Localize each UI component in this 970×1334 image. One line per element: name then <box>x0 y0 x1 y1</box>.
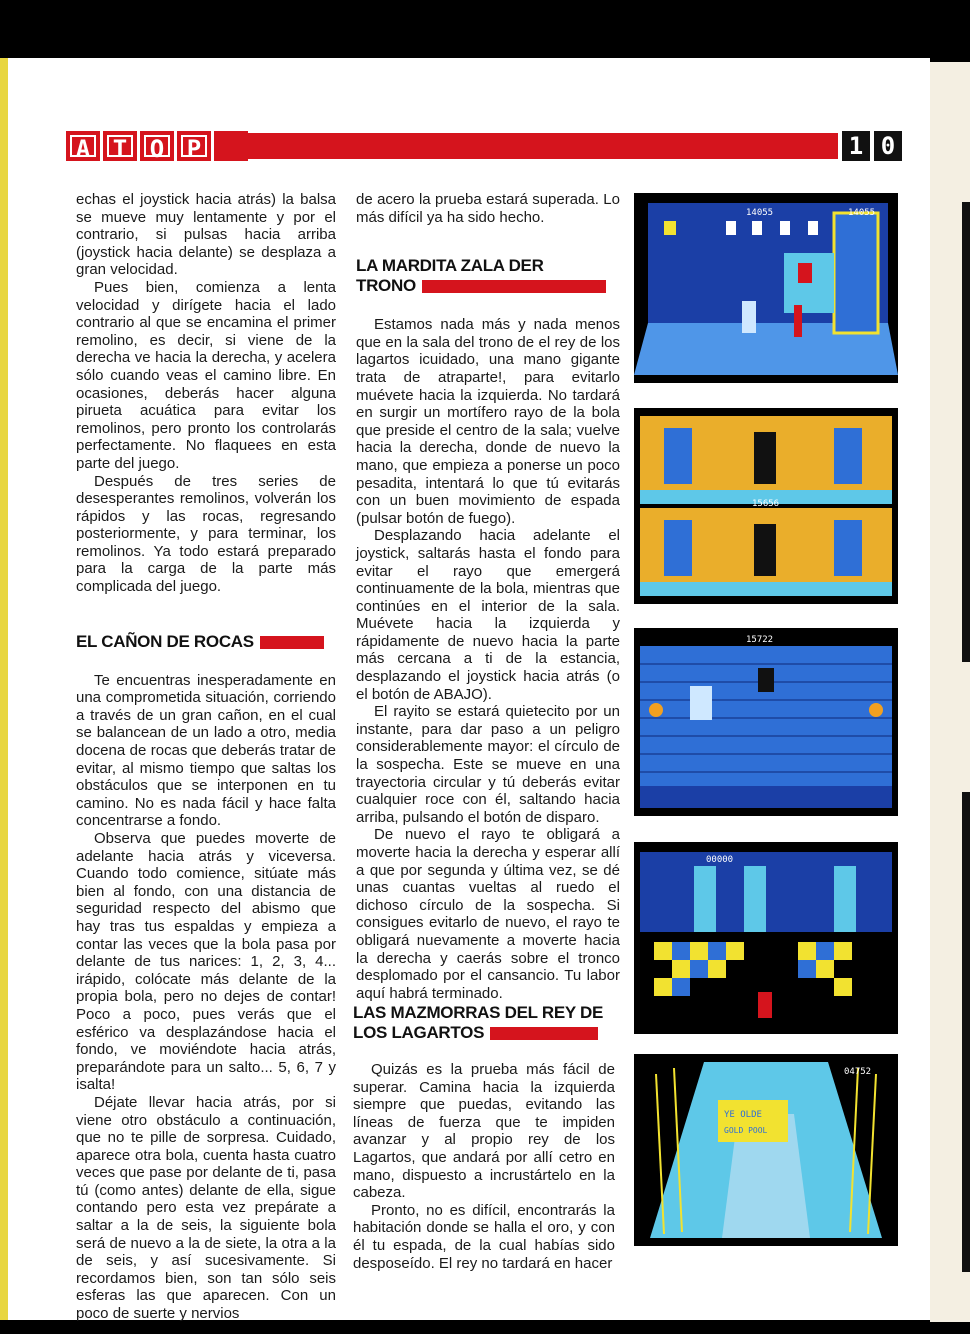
paragraph: de acero la prueba estará superada. Lo más difícil ya ha sido hecho. <box>356 191 620 226</box>
paragraph: De nuevo el rayo te obligará a moverte hacia la derecha y esperar allí a que por segunda y última vez, se dé unas cuantas vueltas al ruedo el dichoso círculo de la sospecha. Si consigues evitarlo de nuevo, el rayo te obligará nuevamente a moverte hacia la derecha y caerás sobre el tronco desplomado por el cansancio. Tu labor aquí habrá terminado. <box>356 826 620 1002</box>
text-column-2 <box>356 191 620 1002</box>
paragraph: Pronto, no es difícil, encontrarás la habitación donde se halla el oro, y con él tu espada, de la cual habías sido desposeído. El rey no tardará en hacer <box>353 1201 615 1272</box>
paragraph: Desplazando hacia adelante el joystick, saltarás hasta el fondo para evitar el rayo que emergerá continuamente de la bola, mientras que continúes en el interior de la sala. Muévete hacia la izquierda y rápidamente de nuevo hacia la parte más cercana a ti de la estancia, desplazando el joystick hacia atrás (o el botón de ABAJO). <box>356 527 620 703</box>
game-screenshot-checker-floor <box>634 842 898 1034</box>
section-heading <box>353 1003 615 1043</box>
paragraph: Quizás es la prueba más fácil de superar. Camina hacia la izquierda siempre que puedas, evitando las líneas de fuerza que te impiden avanzar y al propio rey de los Lagartos, que andará por allí cetro en mano, dispuesto a incrustártelo en la cabeza. <box>353 1061 615 1202</box>
paragraph: El rayito se estará quietecito por un instante, para dar paso a un peligro considerablemente mayor: el círculo de la sospecha. Este se mueve en una trayectoria circular y tú deberás evitar cualquier roce con él, saltando hacia arriba, pulsando el botón de disparo. <box>356 703 620 826</box>
score-readout: 15656 <box>752 499 780 509</box>
sign-text: GOLD POOL <box>724 1126 768 1135</box>
header-red-bar <box>218 133 838 159</box>
adjacent-page-edge <box>930 62 970 1322</box>
adjacent-page-dark-strip <box>962 792 970 1272</box>
section-header <box>66 131 902 161</box>
adjacent-page-dark-strip <box>962 202 970 662</box>
section-heading <box>356 256 620 296</box>
score-readout: 00000 <box>706 855 734 865</box>
game-screenshot-throne-room <box>634 193 898 383</box>
paragraph: Te encuentras inesperadamente en una comprometida situación, corriendo a través de un gran cañon, en el cual se balancean de un lado a otro, media docena de rocas que deberás tratar de evitar, al mismo tiempo que saltas los obstáculos que se interponen en tu camino. No es nada fácil y hace falta concentrarse a fondo. <box>76 671 336 830</box>
logo-letter: O <box>140 131 174 161</box>
game-screenshot-brick-hall <box>634 628 898 816</box>
score-readout: 14055 <box>848 208 876 218</box>
logo-letter: T <box>103 131 137 161</box>
paragraph: echas el joystick hacia atrás) la balsa se mueve muy lentamente y por el contrario, si pulsas hacia arriba (joystick hacia delante) se desplaza a gran velocidad. <box>76 191 336 279</box>
heading-red-bar <box>422 280 606 293</box>
game-screenshot-gold-pool <box>634 1054 898 1246</box>
section-heading-text: TRONO <box>356 276 416 296</box>
section-heading <box>76 632 336 652</box>
paragraph: Después de tres series de desesperantes remolinos, volverán los rápidos y las rocas, regresando posteriormente, y para terminar, los remolinos. Ya todo estará preparado para la carga de la parte más complicada del juego. <box>76 472 336 596</box>
paragraph: Pues bien, comienza a lenta velocidad y dirígete hacia el lado contrario al que se encamina el primer remolino, es decir, si viene de la derecha ve hacia la derecha, y acelera sólo cuando veas el camino libre. En ocasiones, deberás hacer alguna pirueta acuática para evitar los remolinos, pero pronto los controlarás perfectamente. No flaquees en esta parte del juego. <box>76 278 336 472</box>
page-digit: 1 <box>842 131 870 161</box>
section-heading-text: EL CAÑON DE ROCAS <box>76 631 254 651</box>
text-column-2-bottom <box>353 1003 615 1272</box>
page-number <box>842 131 902 161</box>
page-digit: 0 <box>874 131 902 161</box>
score-readout: 15722 <box>746 635 774 645</box>
heading-red-bar <box>260 636 324 649</box>
section-heading-text: LAS MAZMORRAS DEL REY DE <box>353 1003 604 1022</box>
section-heading-text: LA MARDITA ZALA DER <box>356 256 544 276</box>
paragraph: Déjate llevar hacia atrás, por si viene otro obstáculo a continuación, que no te pille de sorpresa. Cuidado, aparece otra bola, cuenta hasta cuatro veces que pase por delante de ti, pasa tú (como antes) delante de ella, sigue contando pero esta vez prepárate a saltar a la de seis, la siguiente bola será de nuevo a la de siete, la otra a la de seis, y así sucesivamente. Si recordamos bien, son tan sólo seis esferas las que aparecen. Con un poco de suerte y nervios <box>76 1093 336 1323</box>
heading-red-bar <box>490 1027 598 1040</box>
score-readout: 04752 <box>844 1067 872 1077</box>
logo-letter: P <box>177 131 211 161</box>
paragraph: Observa que puedes moverte de adelante hacia atrás y viceversa. Cuando todo comience, sitúate más bien al fondo, con una distancia de seguridad respecto del abismo que hay tras tus espaldas y empieza a contar las veces que la bola pasa por delante de tus narices: 1, 2, 3, 4... irápido, colócate más delante de la propia bola, pero no dejes de contar! Poco a poco, pues verás que el esférico va desplazándose hacia el fondo, ve moviéndote hacia atrás, preparándote para un salto... 5, 6, 7 y isalta! <box>76 830 336 1094</box>
sign-text: YE OLDE <box>724 1110 762 1120</box>
text-column-1 <box>76 191 336 1323</box>
game-screenshot-corridor <box>634 408 898 604</box>
score-readout: 14055 <box>746 208 774 218</box>
logo-letter: A <box>66 131 100 161</box>
paragraph: Estamos nada más y nada menos que en la sala del trono de el rey de los lagartos icuidado, una mano gigante trata de atraparte!, para evitarlo muévete hacia la izquierda. No tardará en surgir un mortífero rayo de la bola que preside el centro de la sala; vuelve hacia la derecha, donde de nuevo la mano, que empieza a ponerse un poco pesadita, intentará lo que tú evitarás con un buen movimiento de espada (pulsar botón de fuego). <box>356 316 620 527</box>
section-heading-text: LOS LAGARTOS <box>353 1023 485 1042</box>
